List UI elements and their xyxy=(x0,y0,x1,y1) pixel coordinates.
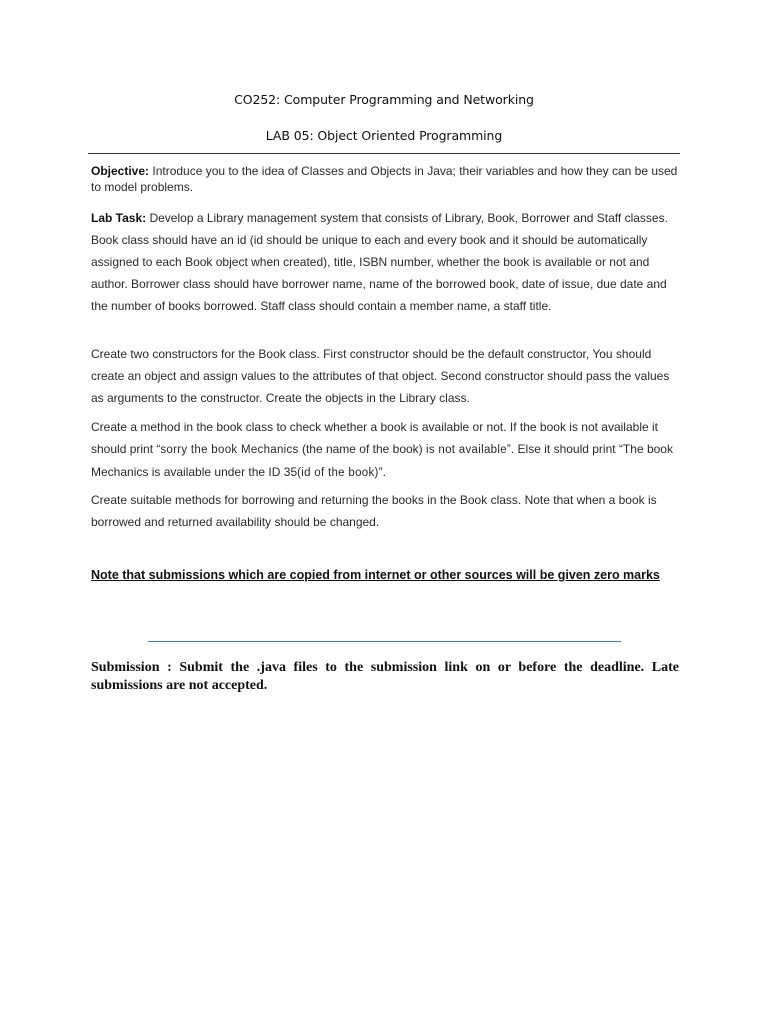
constructors-paragraph: Create two constructors for the Book class. First constructor should be the default constructor, You should create an object and assign values to the attributes of that object. Second constructor should pass the values as arguments to the constructor. Create the objects in the Library class. xyxy=(91,347,670,405)
borrowing-paragraph: Create suitable methods for borrowing and returning the books in the Book class. Note that when a book is borrowed and returned availability should be changed. xyxy=(91,493,657,529)
method-quote-2: is not available xyxy=(426,444,507,456)
method-paragraph xyxy=(91,416,681,484)
objective-label: Objective: xyxy=(91,164,150,178)
objective-paragraph xyxy=(91,163,681,195)
title-divider xyxy=(88,153,680,154)
submission-instructions: Submission : Submit the .java files to the submission link on or before the deadline. Late submissions are not accepted. xyxy=(91,660,679,693)
lab-title: LAB 05: Object Oriented Programming xyxy=(265,128,503,143)
method-text-2: (the name of the book) xyxy=(298,442,427,456)
method-text-4: ”. xyxy=(378,465,386,479)
method-text-1: Create a method in the book class to check whether a book is available or not. If the book is not available it should print “ xyxy=(91,420,658,456)
method-text-3: ”. Else it should print “The book Mechanics is available under the ID 35 xyxy=(91,442,673,479)
lab-task-paragraph xyxy=(91,207,681,317)
section-divider xyxy=(148,641,621,642)
method-quote-1: sorry the book Mechanics xyxy=(160,444,299,456)
lab-task-text: Develop a Library management system that consists of Library, Book, Borrower and Staff classes. Book class should have an id (id should be unique to each and every book and it should be automatically assigned to each Book object when created), title, ISBN number, whether the book is available or not and author. Borrower class should have borrower name, name of the borrowed book, date of issue, due date and the number of books borrowed. Staff class should contain a member name, a staff title. xyxy=(91,211,668,313)
objective-text: Introduce you to the idea of Classes and Objects in Java; their variables and how they can be used to model problems. xyxy=(91,164,678,194)
plagiarism-note: Note that submissions which are copied from internet or other sources will be given zero marks xyxy=(91,568,660,582)
method-quote-3: (id of the book) xyxy=(297,467,379,479)
lab-task-label: Lab Task: xyxy=(91,211,147,225)
course-title: CO252: Computer Programming and Networking xyxy=(234,92,534,107)
